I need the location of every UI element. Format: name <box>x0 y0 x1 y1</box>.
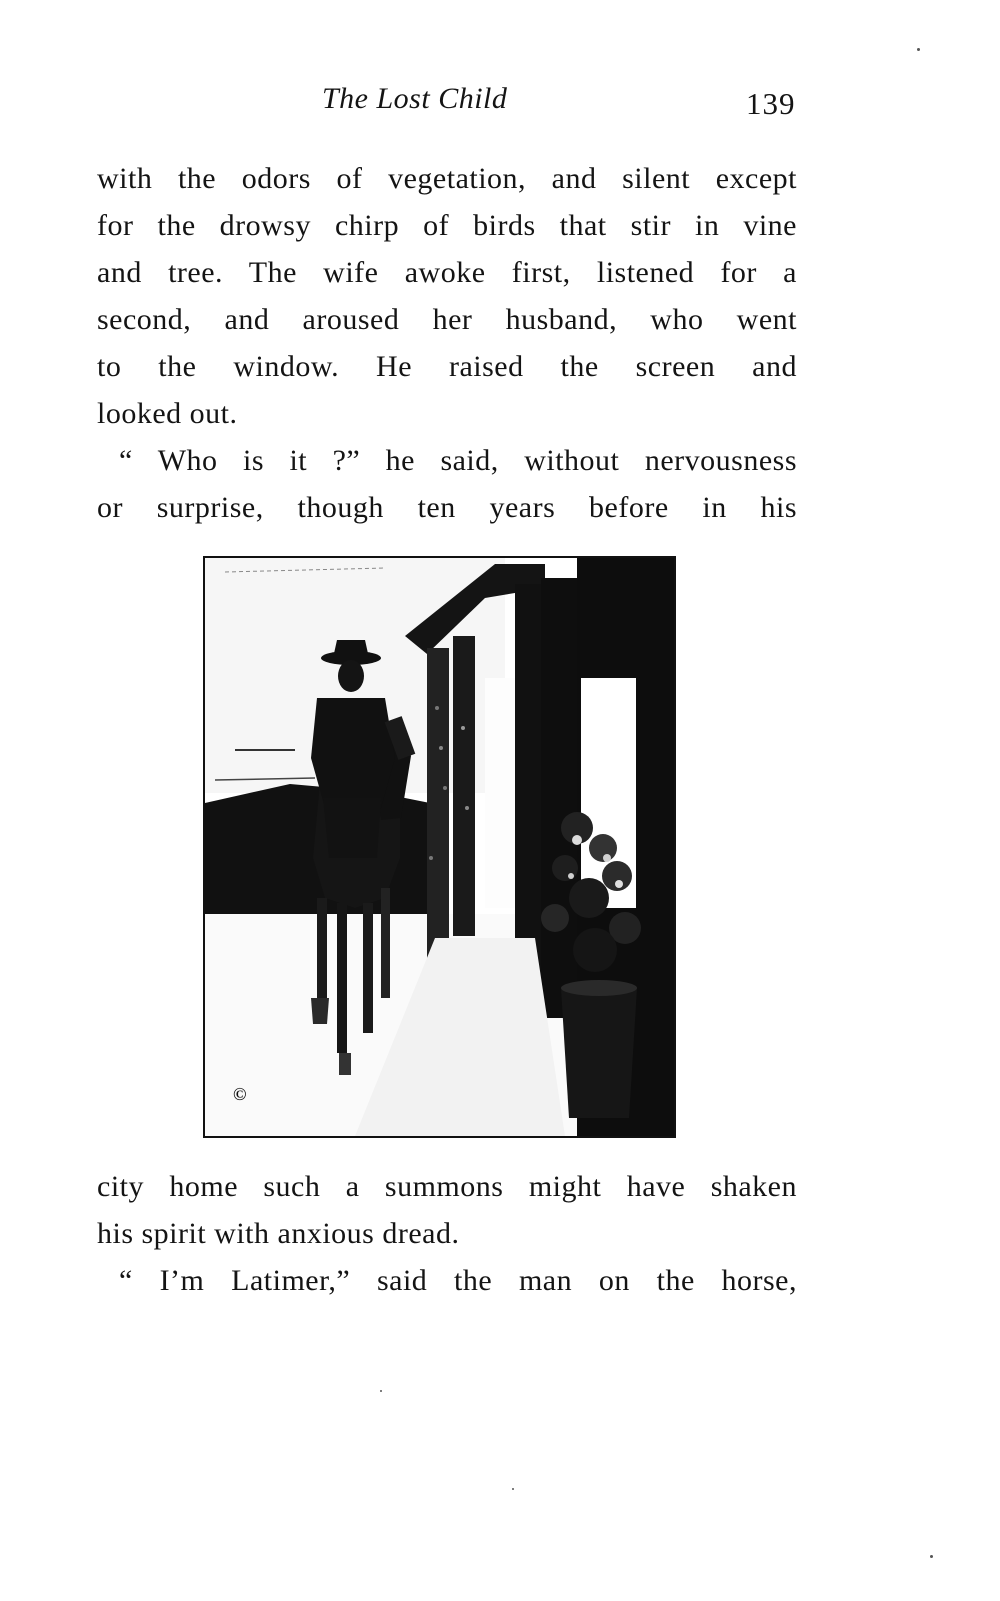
horseman-at-porch-illustration <box>205 558 674 1136</box>
text-line: his spirit with anxious dread. <box>97 1217 460 1250</box>
text-line: with the odors of vegetation, and silent except <box>97 162 797 195</box>
paper-speck <box>512 1488 514 1490</box>
paper-speck <box>380 1390 382 1392</box>
text-line: looked out. <box>97 397 238 430</box>
text-line: city home such a summons might have shaken <box>97 1170 797 1203</box>
illustration-plate <box>203 556 676 1138</box>
text-line: and tree. The wife awoke first, listened for a <box>97 256 797 289</box>
paper-speck <box>917 48 920 51</box>
body-text-bottom <box>97 1163 797 1304</box>
text-line: “ I’m Latimer,” said the man on the horse, <box>119 1264 797 1297</box>
text-line: second, and aroused her husband, who went <box>97 303 797 336</box>
text-line: “ Who is it ?” he said, without nervousness <box>119 444 797 477</box>
text-line: to the window. He raised the screen and <box>97 350 797 383</box>
running-title: The Lost Child <box>322 82 508 115</box>
page-number: 139 <box>746 86 796 121</box>
paper-speck <box>930 1555 933 1558</box>
text-line: for the drowsy chirp of birds that stir in vine <box>97 209 797 242</box>
copyright-mark: © <box>233 1084 247 1104</box>
body-text-top <box>97 155 797 531</box>
text-line: or surprise, though ten years before in his <box>97 491 797 524</box>
